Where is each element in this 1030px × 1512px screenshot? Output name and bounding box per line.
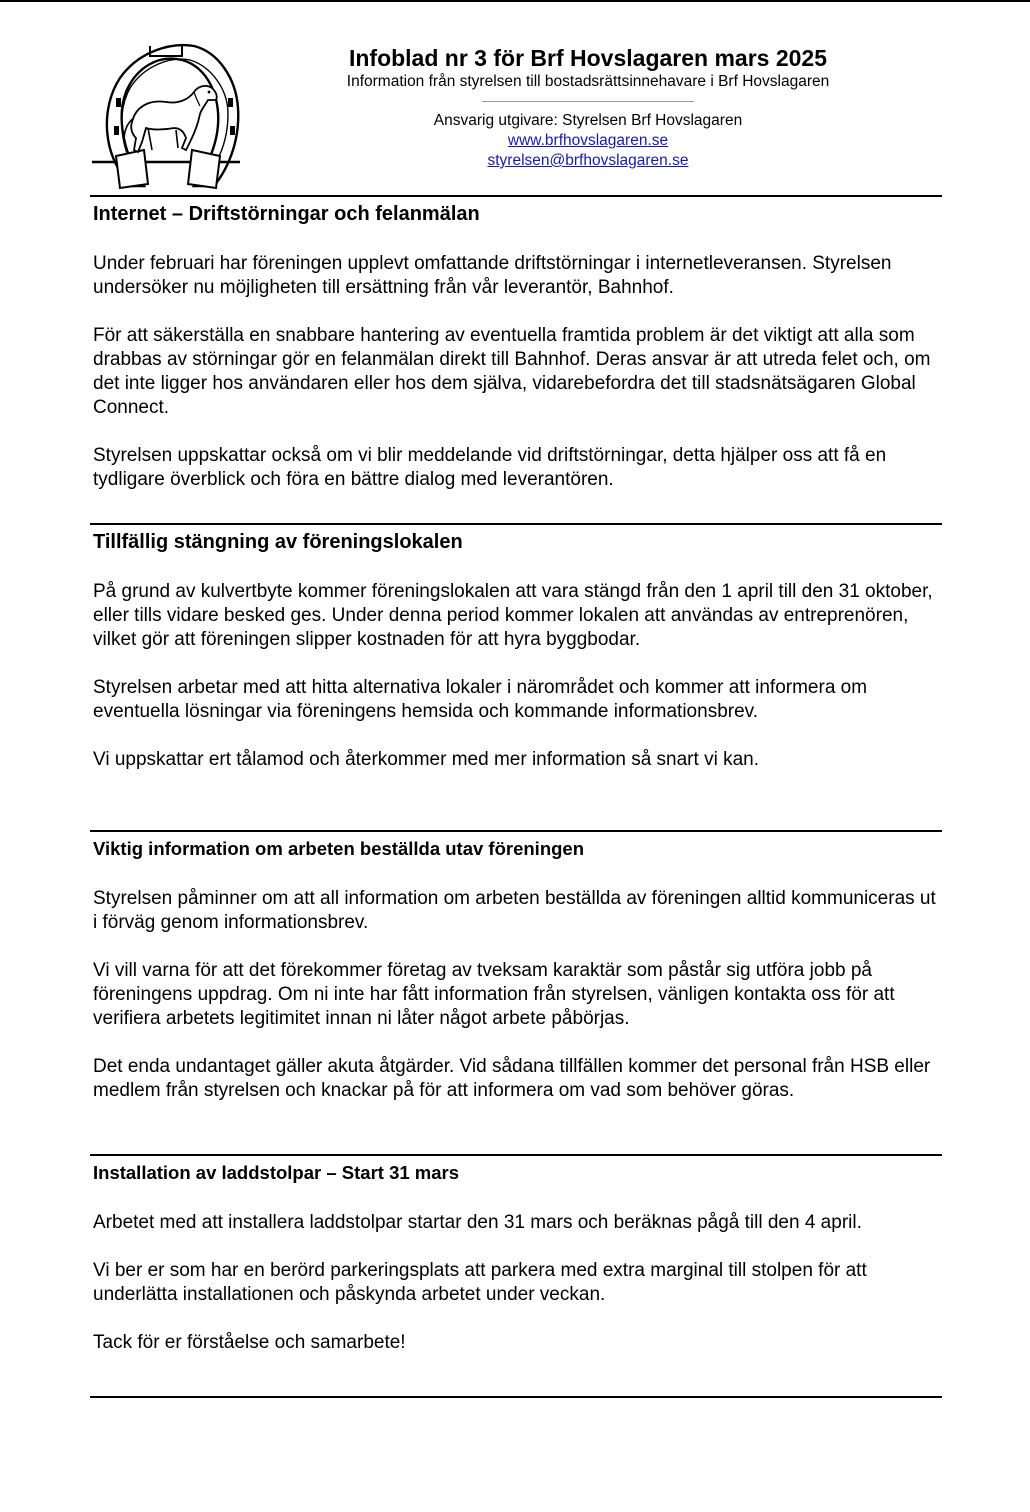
section-internet (90, 195, 942, 492)
section-paragraph: Vi ber er som har en berörd parkeringsplats att parkera med extra marginal till stolpen för att underlätta installationen och påskynda arbetet under veckan. (93, 1260, 867, 1305)
section-divider (90, 830, 942, 832)
section-divider (90, 195, 942, 197)
newsletter-header (288, 44, 888, 171)
section-heading: Viktig information om arbeten beställda utav föreningen (93, 838, 585, 859)
section-paragraph: Under februari har föreningen upplevt omfattande driftstörningar i internetleveransen. Styrelsen undersöker nu möjligheten till ersättning från vår leverantör, Bahnhof. (93, 253, 892, 298)
section-arbeten (90, 830, 942, 1103)
section-paragraph: Det enda undantaget gäller akuta åtgärder. Vid sådana tillfällen kommer det personal från HSB eller medlem från styrelsen och knackar på för att informera om vad som behöver göras. (93, 1056, 931, 1101)
section-paragraph: På grund av kulvertbyte kommer föreningslokalen att vara stängd från den 1 april till den 31 oktober, eller tills vidare besked ges. Under denna period kommer lokalen att användas av entreprenören, vilket gör att föreningen slipper kostnaden för att hyra byggbodar. (93, 581, 933, 650)
email-link[interactable]: styrelsen@brfhovslagaren.se (487, 152, 689, 169)
page-top-border (0, 0, 1030, 2)
section-paragraph: Tack för er förståelse och samarbete! (93, 1332, 406, 1353)
page-bottom-divider (90, 1396, 942, 1398)
publisher-line: Ansvarig utgivare: Styrelsen Brf Hovslagaren (433, 112, 743, 129)
section-divider (90, 523, 942, 525)
section-laddstolpar (90, 1154, 942, 1355)
page-subtitle: Information från styrelsen till bostadsrättsinnehavare i Brf Hovslagaren (346, 73, 830, 90)
section-paragraph: Styrelsen påminner om att all information om arbeten beställda av föreningen alltid kommuniceras ut i förväg genom informationsbrev. (93, 888, 936, 933)
website-link[interactable]: www.brfhovslagaren.se (507, 132, 669, 149)
header-divider (482, 101, 694, 102)
section-paragraph: För att säkerställa en snabbare hantering av eventuella framtida problem är det viktigt att alla som drabbas av störningar gör en felanmälan direkt till Bahnhof. Deras ansvar är att utreda felet och, om det inte ligger hos användaren eller hos dem själva, vidarebefordra det till stadsnätsägaren Global Connect. (93, 325, 931, 418)
section-paragraph: Arbetet med att installera laddstolpar startar den 31 mars och beräknas pågå till den 4 april. (93, 1212, 862, 1233)
page-title: Infoblad nr 3 för Brf Hovslagaren mars 2025 (348, 45, 828, 71)
section-paragraph: Vi vill varna för att det förekommer företag av tveksam karaktär som påstår sig utföra jobb på föreningens uppdrag. Om ni inte har fått information från styrelsen, vänligen kontakta oss för att verifiera arbetets legitimitet innan ni låter något arbete påbörjas. (93, 960, 895, 1029)
section-paragraph: Vi uppskattar ert tålamod och återkommer med mer information så snart vi kan. (93, 749, 759, 770)
section-divider (90, 1154, 942, 1156)
section-heading: Tillfällig stängning av föreningslokalen (93, 531, 463, 553)
horseshoe-horse-logo-icon (90, 38, 242, 190)
section-heading: Installation av laddstolpar – Start 31 mars (93, 1162, 460, 1183)
section-heading: Internet – Driftstörningar och felanmälan (93, 203, 480, 225)
section-paragraph: Styrelsen arbetar med att hitta alternativa lokaler i närområdet och kommer att informera om eventuella lösningar via föreningens hemsida och kommande informationsbrev. (93, 677, 868, 722)
section-paragraph: Styrelsen uppskattar också om vi blir meddelande vid driftstörningar, detta hjälper oss att få en tydligare överblick och föra en bättre dialog med leverantören. (93, 445, 887, 490)
section-lokal (90, 523, 942, 772)
